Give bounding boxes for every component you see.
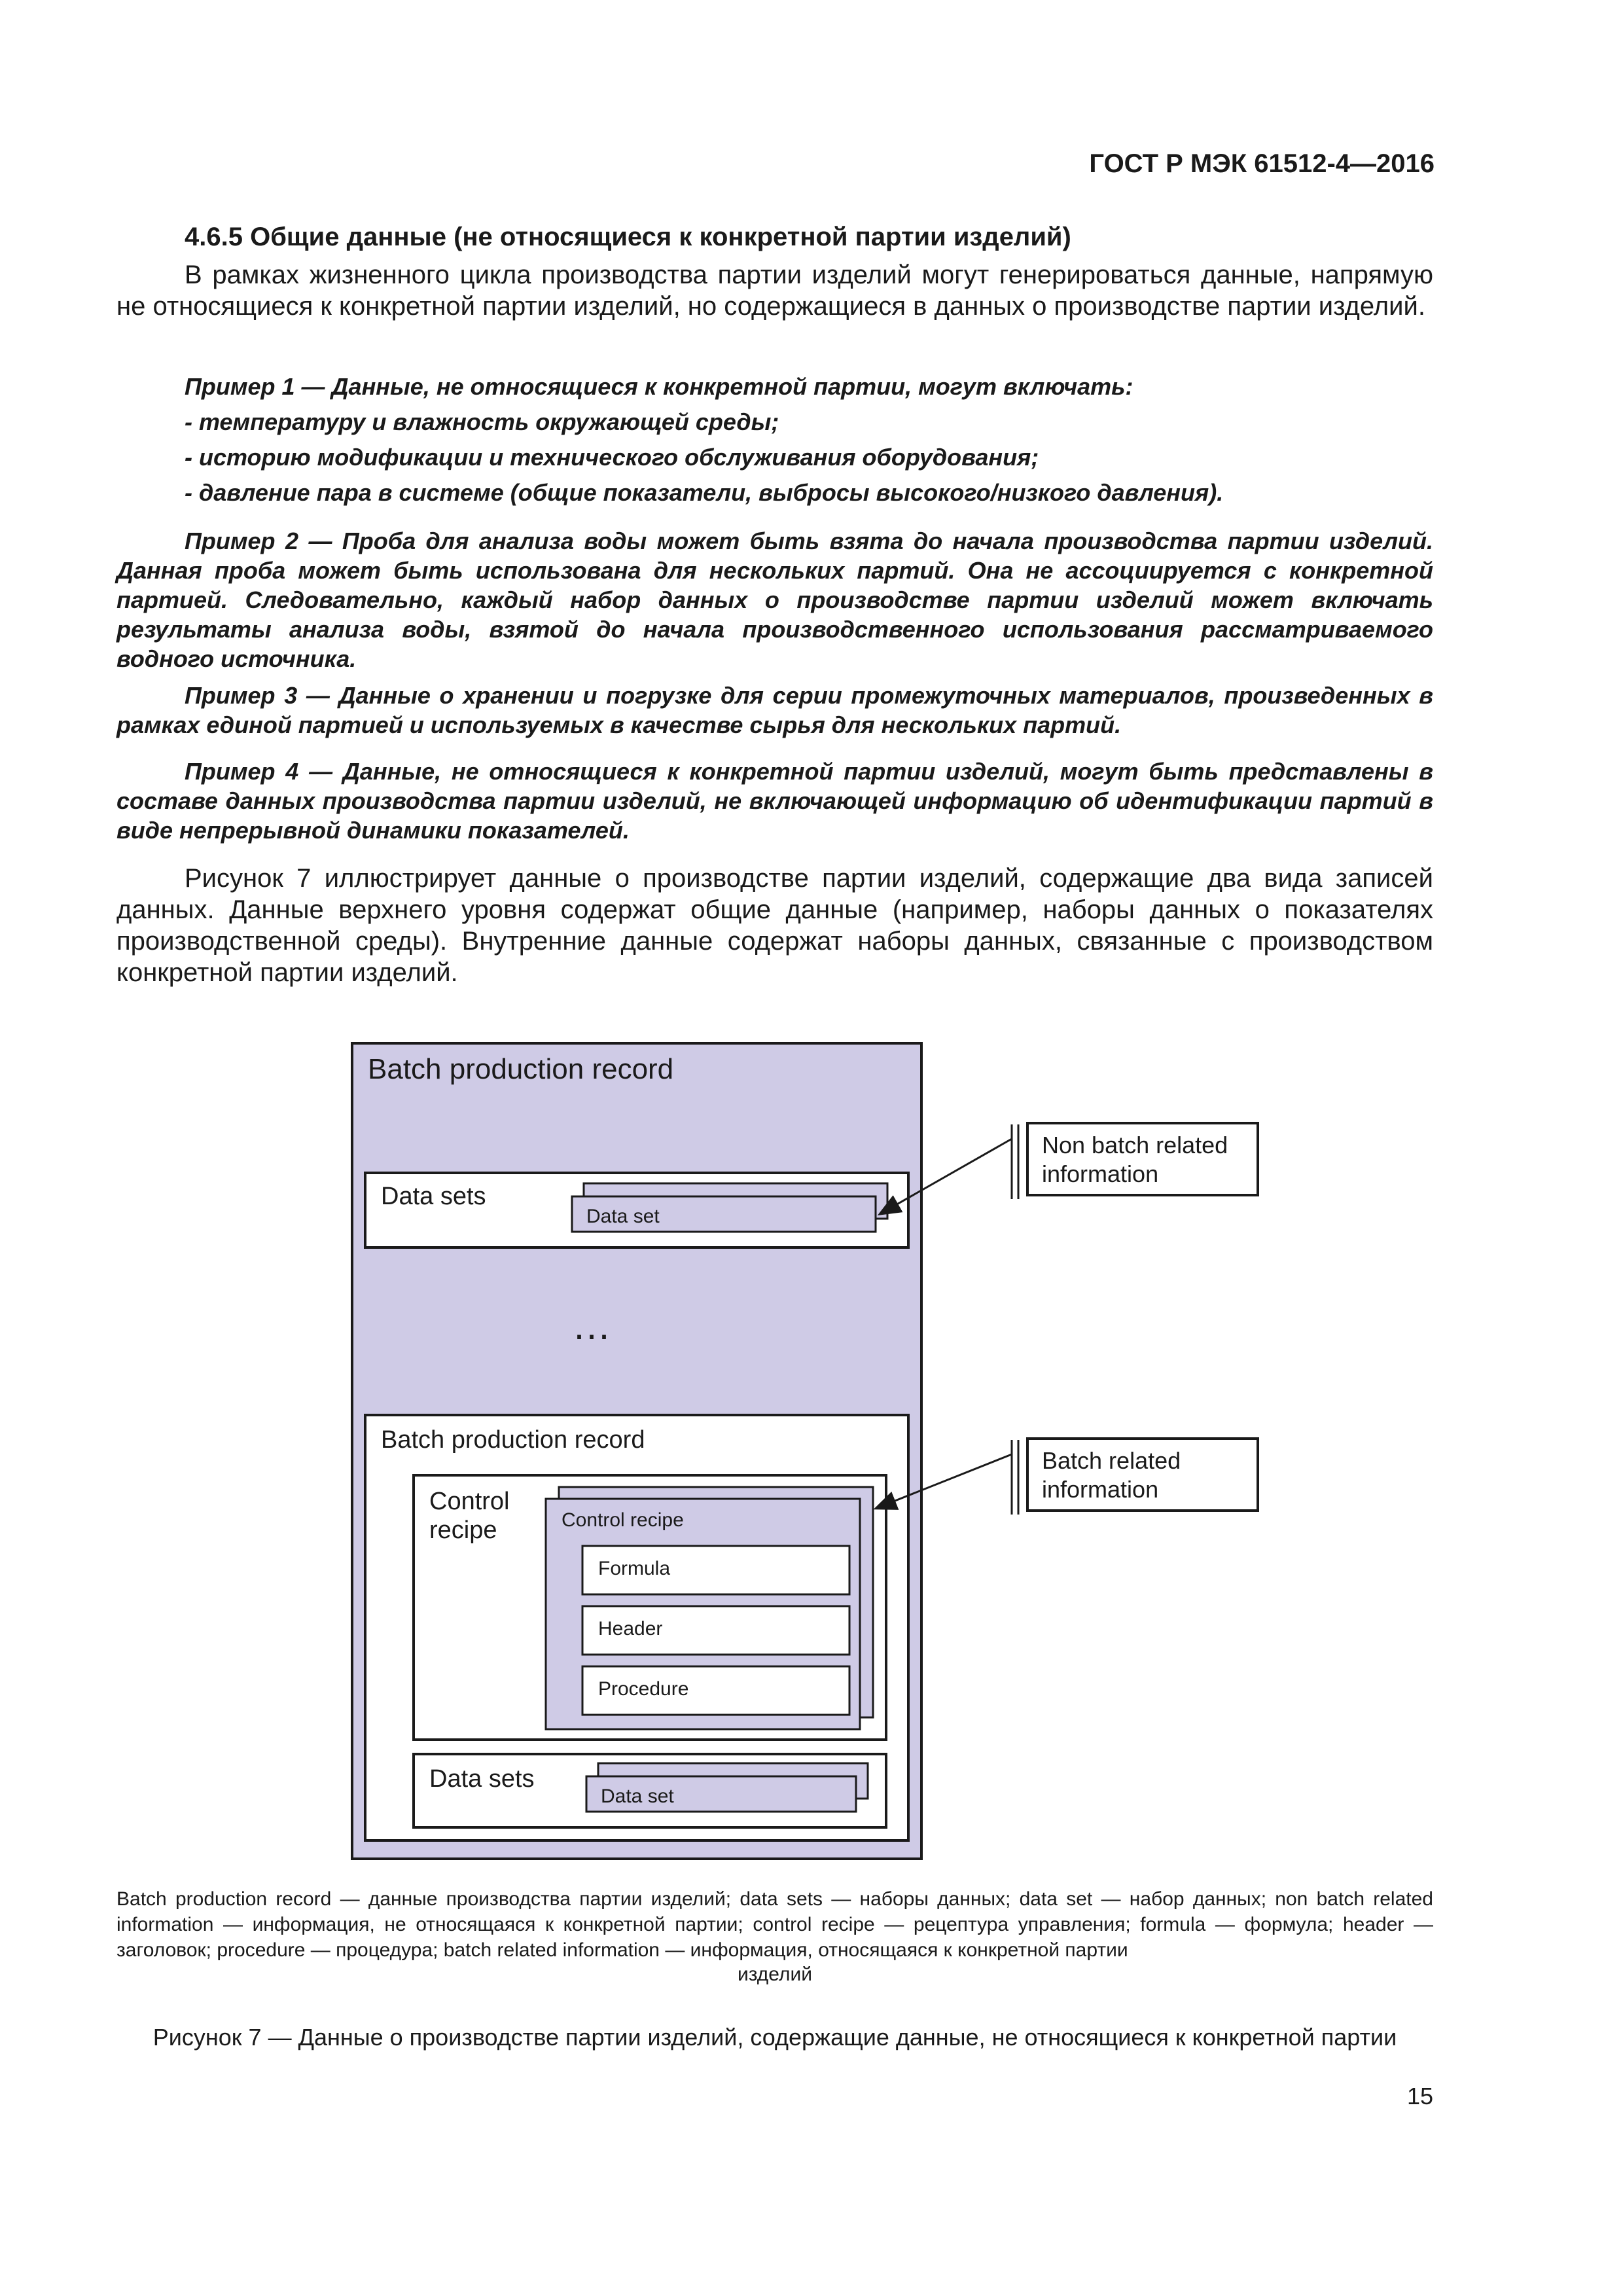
top-data-sets-label: Data sets: [381, 1183, 486, 1210]
example-2: Пример 2 — Проба для анализа воды может быть взята до начала производства партии изделий. Данная проба может быть использована для нескольких партий. Она не ассоциируется с конкретной партией. Следовательно, каждый набор данных о производстве партии изделий может включать результаты анализа воды, взятой до начала производственного использования рассматриваемого водного источника.: [116, 528, 1433, 672]
figure-legend-last-line: изделий: [737, 1964, 813, 1985]
ellipsis: …: [572, 1304, 611, 1348]
formula-label: Formula: [598, 1558, 671, 1579]
figure-intro-paragraph: Рисунок 7 иллюстрирует данные о производстве партии изделий, содержащие два вида записей данных. Данные верхнего уровня содержат общие данные (например, наборы данных о показателях производственной среды). Внутренние данные содержат наборы данных, связанные с производством конкретной партии изделий.: [116, 864, 1433, 987]
example-1-list-item: - давление пара в системе (общие показатели, выбросы высокого/низкого давления).: [185, 479, 1224, 506]
figure-caption: Рисунок 7 — Данные о производстве партии изделий, содержащие данные, не относящиеся к конкретной партии: [152, 2024, 1397, 2051]
batch-callout-line2: information: [1042, 1476, 1159, 1503]
example-1-list-item: - температуру и влажность окружающей среды;: [185, 408, 779, 435]
page-number: 15: [1406, 2083, 1433, 2109]
inner-data-set-label: Data set: [601, 1785, 674, 1807]
document-code: ГОСТ Р МЭК 61512-4—2016: [1089, 149, 1435, 178]
non-batch-callout-line1: Non batch related: [1042, 1132, 1228, 1158]
procedure-label: Procedure: [598, 1678, 689, 1700]
header-label: Header: [598, 1618, 663, 1640]
figure-legend: Batch production record — данные производства партии изделий; data sets — наборы данных; data set — набор данных; non batch related information — информация, не относящаяся к конкретной партии; control recipe — рецептура управления; formula — формула; header — заголовок; procedure — процедура; batch related information — информация, относящаяся к конкретной партии: [116, 1888, 1433, 1961]
example-1: Пример 1 — Данные, не относящиеся к конкретной партии, могут включать:: [185, 373, 1133, 400]
control-recipe-label-line1: Control: [429, 1488, 510, 1515]
control-recipe-card-title: Control recipe: [562, 1509, 684, 1531]
top-data-set-label: Data set: [586, 1206, 660, 1227]
example-1-list-item: - историю модификации и технического обслуживания оборудования;: [185, 444, 1039, 471]
inner-data-sets-label: Data sets: [429, 1765, 535, 1793]
section-title: 4.6.5 Общие данные (не относящиеся к конкретной партии изделий): [185, 223, 1071, 251]
inner-record-title: Batch production record: [381, 1426, 645, 1454]
non-batch-callout-line2: information: [1042, 1160, 1159, 1187]
control-recipe-label-line2: recipe: [429, 1516, 497, 1544]
example-3: Пример 3 — Данные о хранении и погрузке для серии промежуточных материалов, произведенных в рамках единой партией и используемых в качестве сырья для нескольких партий.: [116, 682, 1433, 738]
batch-callout-line1: Batch related: [1042, 1447, 1181, 1474]
example-4: Пример 4 — Данные, не относящиеся к конкретной партии изделий, могут быть представлены в составе данных производства партии изделий, не включающей информацию об идентификации партий в виде непрерывной динамики показателей.: [116, 758, 1433, 844]
intro-paragraph: В рамках жизненного цикла производства партии изделий могут генерироваться данные, напрямую не относящиеся к конкретной партии изделий, но содержащиеся в данных о производстве партии изделий.: [116, 260, 1433, 321]
outer-record-title: Batch production record: [368, 1053, 674, 1085]
